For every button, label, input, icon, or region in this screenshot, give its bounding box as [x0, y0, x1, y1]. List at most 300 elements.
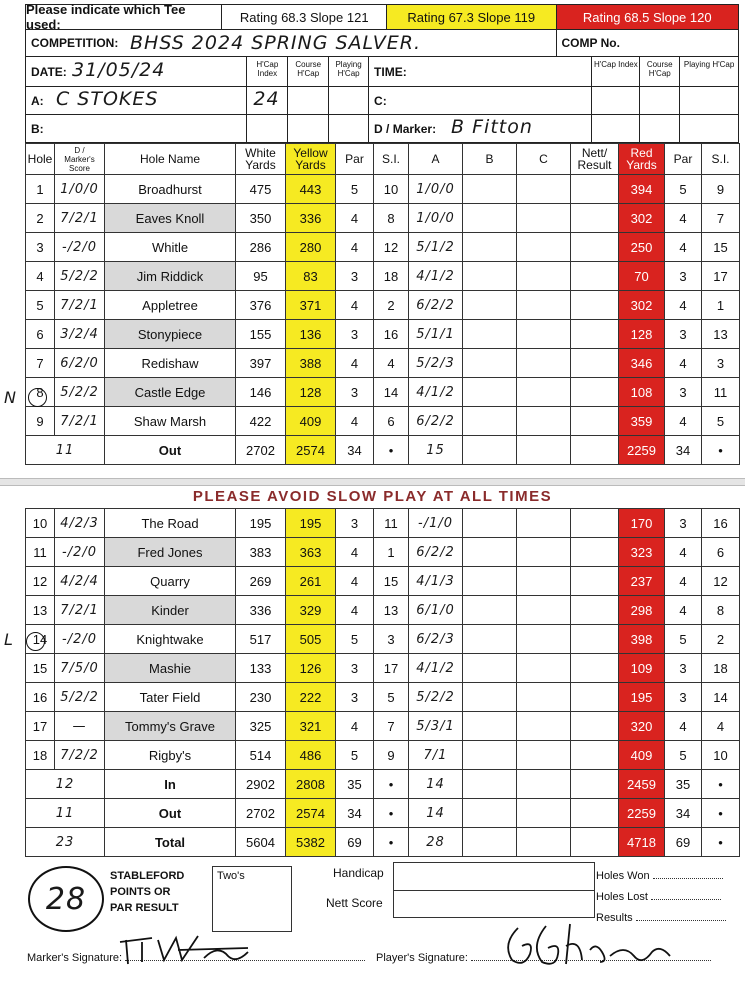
player-c-score-cell[interactable]: [517, 291, 571, 320]
total-marker-cell[interactable]: 23: [26, 828, 105, 857]
table-row: [26, 349, 740, 378]
player-a-hcap-index[interactable]: [247, 87, 288, 114]
nett-result-cell[interactable]: [571, 204, 619, 233]
total-marker-cell[interactable]: 11: [26, 436, 105, 465]
nett-result-cell[interactable]: [571, 233, 619, 262]
player-a-score-cell[interactable]: 4/1/2: [409, 378, 463, 407]
player-b-score-cell[interactable]: [463, 596, 517, 625]
red-par-cell: 4: [665, 567, 702, 596]
hole-name-cell: Whitle: [105, 233, 236, 262]
red-par-cell: 3: [665, 320, 702, 349]
twos-box[interactable]: [212, 866, 292, 932]
stroke-index-cell: 14: [374, 378, 409, 407]
table-row: [26, 509, 740, 538]
player-a-score-cell[interactable]: 6/2/3: [409, 625, 463, 654]
player-b-score-cell[interactable]: [463, 538, 517, 567]
handicap-nett-box[interactable]: [393, 862, 595, 918]
table-row: [26, 175, 740, 204]
competition-label: COMPETITION:: [31, 36, 119, 50]
marker-score-cell[interactable]: 7/2/2: [55, 741, 105, 770]
marker-score-cell[interactable]: 6/2/0: [55, 349, 105, 378]
hole-name-cell: Quarry: [105, 567, 236, 596]
player-c-score-cell[interactable]: [517, 262, 571, 291]
player-c-score-cell[interactable]: [517, 378, 571, 407]
total-label-cell: Out: [105, 436, 236, 465]
par-cell: 4: [336, 712, 374, 741]
nett-result-cell[interactable]: [571, 712, 619, 741]
red-yards-cell: 323: [619, 538, 665, 567]
red-yards-cell: 409: [619, 741, 665, 770]
marker-hcap-index[interactable]: [592, 115, 640, 142]
white-yards-cell: 422: [236, 407, 286, 436]
white-yards-cell: 230: [236, 683, 286, 712]
course-hcap-header: Course H'Cap: [288, 57, 329, 86]
player-a-score-cell[interactable]: 4/1/2: [409, 262, 463, 291]
player-c-score-cell[interactable]: [517, 349, 571, 378]
total-marker-cell[interactable]: 12: [26, 770, 105, 799]
marker-score-cell[interactable]: 7/2/1: [55, 596, 105, 625]
marker-score-cell[interactable]: 5/2/2: [55, 262, 105, 291]
hole-number-cell: 4: [26, 262, 55, 291]
player-signature-line[interactable]: Player's Signature:: [376, 952, 711, 964]
table-row: [26, 291, 740, 320]
hole-number-cell: 1: [26, 175, 55, 204]
player-a-field[interactable]: [26, 87, 247, 114]
player-b-field[interactable]: [26, 115, 247, 142]
marker-course-hcap[interactable]: [640, 115, 680, 142]
si-header: S.I.: [374, 144, 409, 175]
red-yards-cell: 109: [619, 654, 665, 683]
player-c-field[interactable]: [369, 87, 592, 114]
hole-name-cell: Redishaw: [105, 349, 236, 378]
nett-result-cell[interactable]: [571, 407, 619, 436]
date-label: DATE:: [31, 64, 67, 79]
handicap-cell[interactable]: [394, 863, 594, 891]
player-a-score-cell[interactable]: 5/3/1: [409, 712, 463, 741]
nett-result-cell[interactable]: [571, 378, 619, 407]
player-c-score-cell[interactable]: [517, 741, 571, 770]
total-b-cell[interactable]: [463, 799, 517, 828]
yellow-yards-cell: 126: [286, 654, 336, 683]
white-yards-cell: 133: [236, 654, 286, 683]
player-c-score-cell[interactable]: [517, 175, 571, 204]
player-b-score-cell[interactable]: [463, 625, 517, 654]
player-a-score-cell[interactable]: 4/1/3: [409, 567, 463, 596]
yellow-yards-cell: 363: [286, 538, 336, 567]
red-si-cell: 3: [702, 349, 740, 378]
total-c-cell[interactable]: [517, 436, 571, 465]
holes-lost-line[interactable]: Holes Lost: [596, 891, 721, 903]
hole-name-cell: Jim Riddick: [105, 262, 236, 291]
total-yellow-cell: 5382: [286, 828, 336, 857]
red-par-cell: 3: [665, 683, 702, 712]
hole-number-cell: 11: [26, 538, 55, 567]
nett-result-cell[interactable]: [571, 654, 619, 683]
table-row: [26, 625, 740, 654]
total-par-cell: 69: [336, 828, 374, 857]
hole-number-cell: 2: [26, 204, 55, 233]
total-a-cell[interactable]: 15: [409, 436, 463, 465]
front-header-row: [26, 144, 740, 175]
par-cell: 3: [336, 320, 374, 349]
time-label: TIME:: [374, 64, 407, 79]
red-yards-cell: 346: [619, 349, 665, 378]
player-a-score-cell[interactable]: 6/2/2: [409, 291, 463, 320]
total-yellow-cell: 2574: [286, 436, 336, 465]
total-b-cell[interactable]: [463, 770, 517, 799]
player-b-score-cell[interactable]: [463, 407, 517, 436]
player-b-score-cell[interactable]: [463, 175, 517, 204]
nett-result-cell[interactable]: [571, 567, 619, 596]
player-b-score-cell[interactable]: [463, 378, 517, 407]
hole-name-cell: Stonypiece: [105, 320, 236, 349]
red-yards-header: Red Yards: [619, 144, 665, 175]
stroke-index-cell: 5: [374, 683, 409, 712]
red-yards-cell: 237: [619, 567, 665, 596]
marker-score-cell[interactable]: 7/2/1: [55, 407, 105, 436]
player-a-score-cell[interactable]: -/1/0: [409, 509, 463, 538]
red-si-cell: 13: [702, 320, 740, 349]
player-b-hcap-index[interactable]: [247, 115, 288, 142]
player-b-score-cell[interactable]: [463, 567, 517, 596]
player-a-score-cell[interactable]: 4/1/2: [409, 654, 463, 683]
par-cell: 3: [336, 654, 374, 683]
total-si-cell: •: [374, 828, 409, 857]
player-b-score-cell[interactable]: [463, 349, 517, 378]
marker-score-cell[interactable]: -/2/0: [55, 538, 105, 567]
total-red-par-cell: 69: [665, 828, 702, 857]
player-c-score-cell[interactable]: [517, 233, 571, 262]
a-header: A: [409, 144, 463, 175]
marker-score-cell[interactable]: -/2/0: [55, 233, 105, 262]
nett-result-cell[interactable]: [571, 538, 619, 567]
yellow-yards-cell: 409: [286, 407, 336, 436]
nett-result-cell[interactable]: [571, 175, 619, 204]
red-yards-cell: 394: [619, 175, 665, 204]
player-b-score-cell[interactable]: [463, 204, 517, 233]
player-c-playing-hcap[interactable]: [680, 87, 738, 114]
red-yards-cell: 170: [619, 509, 665, 538]
red-par-cell: 4: [665, 233, 702, 262]
white-yards-cell: 155: [236, 320, 286, 349]
hole-number-cell: 16: [26, 683, 55, 712]
marker-score-cell[interactable]: 7/2/1: [55, 291, 105, 320]
nett-result-cell[interactable]: [571, 320, 619, 349]
date-row: [25, 57, 739, 87]
stroke-index-cell: 6: [374, 407, 409, 436]
red-par-cell: 5: [665, 625, 702, 654]
player-b-course-hcap[interactable]: [288, 115, 329, 142]
table-row: [26, 596, 740, 625]
total-a-cell[interactable]: 28: [409, 828, 463, 857]
total-si-cell: •: [374, 799, 409, 828]
total-c-cell[interactable]: [517, 799, 571, 828]
total-c-cell[interactable]: [517, 828, 571, 857]
margin-note-n: N: [4, 388, 17, 407]
player-b-score-cell[interactable]: [463, 320, 517, 349]
total-red-si-cell: •: [702, 436, 740, 465]
date-field[interactable]: [26, 57, 247, 86]
player-b-score-cell[interactable]: [463, 262, 517, 291]
white-yards-cell: 475: [236, 175, 286, 204]
player-c-score-cell[interactable]: [517, 683, 571, 712]
total-red-si-cell: •: [702, 799, 740, 828]
hole-number-cell: 10: [26, 509, 55, 538]
hole-number-cell: 5: [26, 291, 55, 320]
hcap-index-header: H'Cap Index: [247, 57, 288, 86]
marker-score-cell[interactable]: 5/2/2: [55, 683, 105, 712]
hole-number-cell: 6: [26, 320, 55, 349]
red-par-cell: 3: [665, 378, 702, 407]
player-c-score-cell[interactable]: [517, 204, 571, 233]
player-c-score-cell[interactable]: [517, 712, 571, 741]
nett-result-cell[interactable]: [571, 741, 619, 770]
red-si-cell: 7: [702, 204, 740, 233]
date-value: 31/05/24: [72, 59, 166, 81]
player-c-score-cell[interactable]: [517, 509, 571, 538]
player-c-course-hcap[interactable]: [640, 87, 680, 114]
hole-name-cell: The Road: [105, 509, 236, 538]
white-tee-rating[interactable]: Rating 68.3 Slope 121: [222, 5, 387, 29]
par-header: Par: [336, 144, 374, 175]
marker-score-cell[interactable]: 7/5/0: [55, 654, 105, 683]
b-header: B: [463, 144, 517, 175]
yellow-yards-cell: 128: [286, 378, 336, 407]
marker-score-cell[interactable]: 7/2/1: [55, 204, 105, 233]
marker-signature-scribble: [118, 928, 268, 970]
nett-score-label: Nett Score: [326, 896, 383, 910]
hole-number-cell: 18: [26, 741, 55, 770]
red-si-cell: 16: [702, 509, 740, 538]
red-si-cell: 1: [702, 291, 740, 320]
player-c-score-cell[interactable]: [517, 538, 571, 567]
player-a-score-cell[interactable]: 5/1/2: [409, 233, 463, 262]
par-cell: 3: [336, 378, 374, 407]
stroke-index-cell: 11: [374, 509, 409, 538]
hole-name-cell: Mashie: [105, 654, 236, 683]
yellow-yards-cell: 505: [286, 625, 336, 654]
player-b-score-cell[interactable]: [463, 654, 517, 683]
yellow-yards-cell: 443: [286, 175, 336, 204]
total-b-cell[interactable]: [463, 828, 517, 857]
nett-result-cell[interactable]: [571, 596, 619, 625]
competition-row: [25, 30, 739, 57]
par-cell: 4: [336, 407, 374, 436]
player-b-score-cell[interactable]: [463, 683, 517, 712]
player-a-course-hcap[interactable]: [288, 87, 329, 114]
player-signature-scribble: [500, 916, 680, 972]
total-nett-cell[interactable]: [571, 770, 619, 799]
total-si-cell: •: [374, 770, 409, 799]
player-a-score-cell[interactable]: 5/2/3: [409, 349, 463, 378]
player-c-hcap-index[interactable]: [592, 87, 640, 114]
nett-result-cell[interactable]: [571, 262, 619, 291]
marker-signature-line[interactable]: Marker's Signature:: [27, 952, 365, 964]
player-a-score-cell[interactable]: 5/1/1: [409, 320, 463, 349]
player-a-score-cell[interactable]: 6/1/0: [409, 596, 463, 625]
handicap-label: Handicap: [333, 866, 384, 880]
player-a-playing-hcap[interactable]: [329, 87, 369, 114]
player-b-playing-hcap[interactable]: [329, 115, 369, 142]
red-yards-cell: 250: [619, 233, 665, 262]
total-a-cell[interactable]: 14: [409, 799, 463, 828]
marker-score-cell[interactable]: 5/2/2: [55, 378, 105, 407]
yellow-yards-cell: 321: [286, 712, 336, 741]
nett-result-cell[interactable]: [571, 683, 619, 712]
hole-name-cell: Rigby's: [105, 741, 236, 770]
player-c-score-cell[interactable]: [517, 320, 571, 349]
red-si-cell: 11: [702, 378, 740, 407]
player-a-score-cell[interactable]: 7/1: [409, 741, 463, 770]
stroke-index-cell: 3: [374, 625, 409, 654]
player-c-score-cell[interactable]: [517, 596, 571, 625]
back-nine-table: [25, 508, 740, 857]
red-yards-cell: 70: [619, 262, 665, 291]
stableford-label: STABLEFORD POINTS OR PAR RESULT: [110, 870, 185, 914]
player-b-score-cell[interactable]: [463, 233, 517, 262]
table-row: [26, 567, 740, 596]
total-label-cell: Total: [105, 828, 236, 857]
nett-result-cell[interactable]: [571, 349, 619, 378]
hole-name-cell: Castle Edge: [105, 378, 236, 407]
yellow-tee-rating[interactable]: Rating 67.3 Slope 119: [387, 5, 557, 29]
total-nett-cell[interactable]: [571, 799, 619, 828]
hole-name-cell: Appletree: [105, 291, 236, 320]
player-b-score-cell[interactable]: [463, 741, 517, 770]
red-si-cell: 9: [702, 175, 740, 204]
c-header: C: [517, 144, 571, 175]
front-nine-table: [25, 143, 740, 465]
stroke-index-cell: 2: [374, 291, 409, 320]
marker-label: D / Marker:: [374, 121, 437, 136]
total-red-si-cell: •: [702, 828, 740, 857]
total-red-par-cell: 34: [665, 436, 702, 465]
white-yards-cell: 269: [236, 567, 286, 596]
nett-result-cell[interactable]: [571, 509, 619, 538]
player-c-score-cell[interactable]: [517, 654, 571, 683]
yellow-yards-cell: 195: [286, 509, 336, 538]
marker-name: B Fitton: [451, 116, 533, 138]
total-marker-cell[interactable]: 11: [26, 799, 105, 828]
marker-field[interactable]: [369, 115, 592, 142]
white-yards-cell: 397: [236, 349, 286, 378]
player-c-label: C:: [374, 93, 387, 108]
total-par-cell: 34: [336, 436, 374, 465]
total-row: [26, 770, 740, 799]
stroke-index-cell: 4: [374, 349, 409, 378]
player-c-score-cell[interactable]: [517, 567, 571, 596]
yellow-yards-cell: 280: [286, 233, 336, 262]
par-cell: 4: [336, 538, 374, 567]
nett-result-cell[interactable]: [571, 291, 619, 320]
total-row: [26, 799, 740, 828]
marker-score-cell[interactable]: 4/2/3: [55, 509, 105, 538]
total-nett-cell[interactable]: [571, 828, 619, 857]
total-row: [26, 828, 740, 857]
marker-score-cell[interactable]: 3/2/4: [55, 320, 105, 349]
par-cell: 5: [336, 175, 374, 204]
total-red-cell: 4718: [619, 828, 665, 857]
total-nett-cell[interactable]: [571, 436, 619, 465]
red-si-cell: 18: [702, 654, 740, 683]
par-cell: 3: [336, 262, 374, 291]
marker-score-cell[interactable]: 1/0/0: [55, 175, 105, 204]
playing-hcap-header-right: Playing H'Cap: [683, 60, 735, 69]
table-row: [26, 654, 740, 683]
player-b-score-cell[interactable]: [463, 291, 517, 320]
time-field[interactable]: [369, 57, 592, 86]
total-red-cell: 2259: [619, 799, 665, 828]
hole-number-cell: 9: [26, 407, 55, 436]
player-a-score-cell[interactable]: 6/2/2: [409, 538, 463, 567]
slow-play-banner: PLEASE AVOID SLOW PLAY AT ALL TIMES: [192, 488, 553, 505]
total-si-cell: •: [374, 436, 409, 465]
player-a-score-cell[interactable]: 5/2/2: [409, 683, 463, 712]
hole-name-cell: Tater Field: [105, 683, 236, 712]
hole-number-cell: 7: [26, 349, 55, 378]
total-red-cell: 2259: [619, 436, 665, 465]
red-par-cell: 3: [665, 509, 702, 538]
hole-name-cell: Broadhurst: [105, 175, 236, 204]
stroke-index-cell: 10: [374, 175, 409, 204]
player-a-score-cell[interactable]: 1/0/0: [409, 204, 463, 233]
player-a-score-cell[interactable]: 1/0/0: [409, 175, 463, 204]
tee-prompt: Please indicate which Tee used:: [26, 5, 222, 29]
red-si-cell: 4: [702, 712, 740, 741]
red-yards-cell: 302: [619, 204, 665, 233]
competition-field[interactable]: [26, 30, 557, 56]
total-row: [26, 436, 740, 465]
total-a-cell[interactable]: 14: [409, 770, 463, 799]
total-b-cell[interactable]: [463, 436, 517, 465]
total-c-cell[interactable]: [517, 770, 571, 799]
hcap-index-header-right: H'Cap Index: [592, 57, 640, 86]
hole-name-header: Hole Name: [105, 144, 236, 175]
marker-score-cell[interactable]: -/2/0: [55, 625, 105, 654]
yellow-yards-cell: 371: [286, 291, 336, 320]
red-yards-cell: 108: [619, 378, 665, 407]
red-par-cell: 4: [665, 349, 702, 378]
stroke-index-cell: 16: [374, 320, 409, 349]
par-cell: 3: [336, 683, 374, 712]
results-line[interactable]: Results: [596, 912, 726, 924]
par-cell: 4: [336, 567, 374, 596]
holes-won-line[interactable]: Holes Won: [596, 870, 723, 882]
total-red-par-cell: 34: [665, 799, 702, 828]
marker-score-cell[interactable]: 4/2/4: [55, 567, 105, 596]
total-red-si-cell: •: [702, 770, 740, 799]
player-b-score-cell[interactable]: [463, 712, 517, 741]
nett-score-cell[interactable]: [394, 891, 594, 918]
table-row: [26, 712, 740, 741]
comp-no-field[interactable]: [557, 30, 738, 56]
player-c-score-cell[interactable]: [517, 407, 571, 436]
par-cell: 3: [336, 509, 374, 538]
marker-score-cell[interactable]: —: [55, 712, 105, 741]
nett-result-cell[interactable]: [571, 625, 619, 654]
marker-playing-hcap[interactable]: [680, 115, 738, 142]
hole-number-cell: 3: [26, 233, 55, 262]
total-red-cell: 2459: [619, 770, 665, 799]
player-c-score-cell[interactable]: [517, 625, 571, 654]
red-tee-rating[interactable]: Rating 68.5 Slope 120: [557, 5, 738, 29]
white-yards-cell: 350: [236, 204, 286, 233]
player-a-score-cell[interactable]: 6/2/2: [409, 407, 463, 436]
red-si-cell: 10: [702, 741, 740, 770]
player-b-score-cell[interactable]: [463, 509, 517, 538]
yellow-yards-cell: 222: [286, 683, 336, 712]
table-row: [26, 407, 740, 436]
